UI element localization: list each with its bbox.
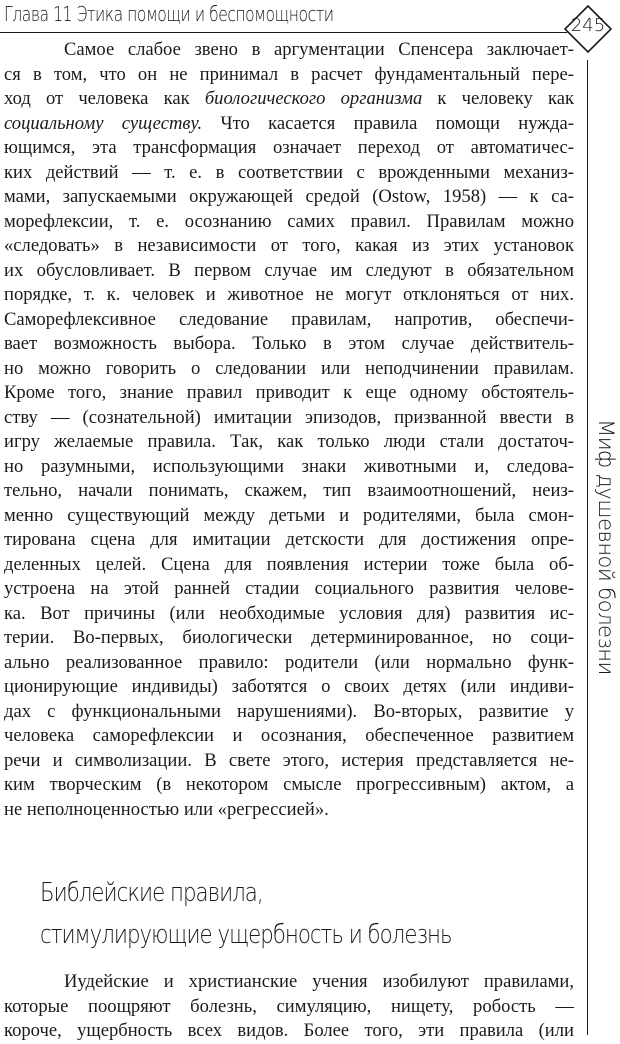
- text-line: мами, запускаемыми окружающей средой (Ostow, 1958) — к са-: [4, 186, 574, 207]
- side-rule: [587, 60, 588, 1035]
- text-line: «следовать» в независимости от того, какая из этих установок: [4, 235, 574, 256]
- header-rule: [0, 32, 567, 33]
- text-line: но разумными, использующими знаки животными и, следова-: [4, 455, 574, 477]
- text-run: к человеку как: [422, 88, 575, 109]
- text-run: Что касается правила помощи нужда-: [202, 112, 574, 134]
- text-line: Самое слабое звено в аргументации Спенсера заключает-: [64, 39, 574, 60]
- text-line: дах с функциональными нарушениями). Во-вторых, развитие у: [4, 700, 574, 722]
- side-title: [592, 419, 620, 675]
- text-line: менно существующий между детьми и родителями, была смон-: [4, 504, 574, 526]
- text-line: деленных целей. Сцена для появления истерии тоже была об-: [4, 553, 574, 575]
- section-heading-line-1: Библейские правила,: [40, 878, 263, 908]
- text-line: ционирующие индивиды) заботятся о своих детях (или индиви-: [4, 676, 574, 697]
- page-number: 245: [570, 15, 606, 36]
- body-paragraph-1: [4, 38, 574, 822]
- body-paragraph-2: [4, 970, 574, 1044]
- text-line: Кроме того, знание правил приводит к еще одному обстоятель-: [4, 382, 574, 403]
- text-line: ких действий — т. е. в соответствии с врожденными механиз-: [4, 161, 574, 183]
- text-line: морефлексии, т. е. осознанию самих правил. Правилам можно: [4, 210, 574, 232]
- text-line: но можно говорить о следовании или неподчинении правилам.: [4, 357, 574, 379]
- text-line: Иудейские и христианские учения изобилуют правилами,: [64, 971, 574, 992]
- text-line: [4, 87, 574, 112]
- running-title: Глава 11 Этика помощи и беспомощности: [4, 2, 334, 26]
- section-heading: [40, 872, 466, 956]
- text-line: речи и символизации. В свете этого, истерия представляется не-: [4, 749, 574, 771]
- text-run: ход от человека как: [4, 88, 205, 109]
- text-line: ально реализованное правило: родители (или нормально функ-: [4, 651, 574, 673]
- text-line: Саморефлексивное следование правилам, напротив, обеспечи-: [4, 308, 574, 330]
- text-line: короче, ущербность всех видов. Более того, эти правила (или: [4, 1020, 574, 1041]
- text-line: тельно, начали понимать, скажем, тип взаимоотношений, неиз-: [4, 480, 574, 501]
- text-line: человека саморефлексии и осознания, обеспеченное развитием: [4, 725, 574, 746]
- text-line: которые поощряют болезнь, симуляцию, нищету, робость —: [4, 995, 574, 1017]
- text-line: не неполноценностью или «регрессией».: [4, 798, 329, 820]
- side-title-text: Миф душевной болезни: [594, 419, 618, 675]
- text-line: ким творческим (в некотором смысле прогрессивным) актом, а: [4, 774, 574, 795]
- text-line: ющимся, эта трансформация означает переход от автоматичес-: [4, 137, 574, 158]
- text-line: тирована сцена для имитации детскости для достижения опре-: [4, 529, 574, 550]
- italic-term: биологического организма: [204, 88, 423, 109]
- text-line: ка. Вот причины (или необходимые условия для) развития ис-: [4, 602, 574, 624]
- section-heading-line-2: стимулирующие ущербность и болезнь: [40, 920, 452, 950]
- text-line: игру желаемые правила. Так, как только люди стали достаточ-: [4, 431, 574, 452]
- text-line: порядке, т. к. человек и животное не могут отклоняться от них.: [4, 284, 574, 305]
- page-header: [0, 0, 620, 40]
- text-line: [4, 112, 574, 137]
- text-line: устроена на этой ранней стадии социального развития челове-: [4, 578, 574, 599]
- text-line: терии. Во-первых, биологически детерминированное, но соци-: [4, 627, 574, 648]
- text-line: ся в том, что он не принимал в расчет фундаментальный пере-: [4, 63, 574, 85]
- text-line: их обусловливает. В первом случае им следуют в обязательном: [4, 259, 574, 281]
- italic-term: социальному существу.: [4, 112, 203, 134]
- text-line: вает возможность выбора. Только в этом случае действитель-: [4, 333, 574, 354]
- text-line: ству — (сознательной) имитации эпизодов, призванной ввести в: [4, 406, 574, 428]
